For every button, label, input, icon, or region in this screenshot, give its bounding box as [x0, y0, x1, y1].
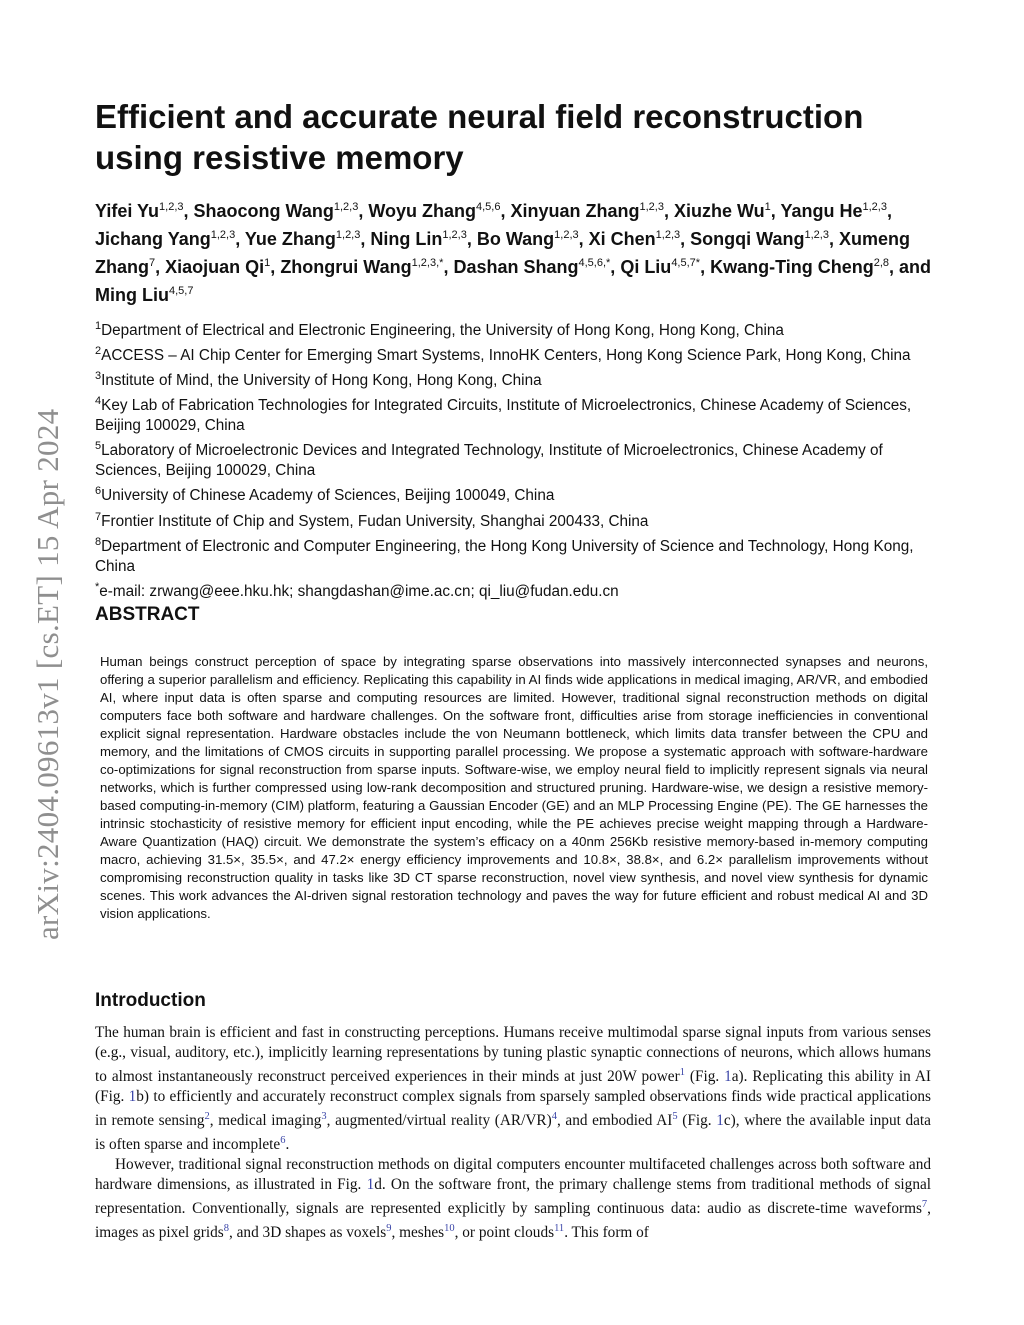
introduction-body — [95, 1023, 931, 1243]
author: Ming Liu$^{4,5,7}$ — [95, 285, 194, 305]
author: Woyu Zhang$^{4,5,6}$ — [368, 201, 501, 221]
citation-link[interactable]: 2 — [204, 1111, 210, 1123]
author: Qi Liu$^{4,5,7*}$ — [620, 257, 701, 277]
figure-link[interactable]: 1 — [716, 1112, 724, 1130]
contact-email: *e-mail: zrwang@eee.hku.hk; shangdashan@ime.ac.cn; qi_liu@fudan.edu.cn — [95, 580, 619, 600]
citation-link[interactable]: 6 — [280, 1135, 286, 1147]
affiliation: $^6$University of Chinese Academy of Sciences, Beijing 100049, China — [95, 485, 555, 505]
citation-link[interactable]: 3 — [321, 1111, 327, 1123]
citation-link[interactable]: 1 — [679, 1067, 685, 1078]
arxiv-side-stamp: arXiv:2404.09613v1 [cs.ET] 15 Apr 2024 — [30, 408, 65, 940]
citation-link[interactable]: 5 — [672, 1111, 678, 1123]
author: Yangu He$^{1,2,3}$ — [780, 201, 887, 221]
affiliation: $^3$Institute of Mind, the University of Hong Kong, Hong Kong, China — [95, 370, 542, 390]
citation-link[interactable]: 7 — [921, 1199, 928, 1211]
abstract-heading: ABSTRACT — [95, 604, 200, 625]
author: Xumeng Zhang$^7$ — [95, 229, 910, 277]
author: Bo Wang$^{1,2,3}$ — [476, 229, 579, 249]
figure-link[interactable]: 1 — [128, 1088, 137, 1106]
author: Yue Zhang$^{1,2,3}$ — [244, 229, 361, 249]
author-list: Yifei Yu$^{1,2,3}$, Shaocong Wang$^{1,2,3}$, Woyu Zhang$^{4,5,6}$, Xinyuan Zhang$^{1,2,3}$, Xiuzhe Wu$^1$, Yangu He$^{1,2,3}$, Jichang Yang$^{1,2,3}$, Yue Zhang$^{1,2,3}$, Ning Lin$^{1,2,3}$, Bo Wang$^{1,2,3}$, Xi Chen$^{1,2,3}$, Songqi Wang$^{1,2,3}$, Xumeng Zhang$^7$, Xiaojuan Qi$^1$, Zhongrui Wang$^{1,2,3,*}$, Dashan Shang$^{4,5,6,*}$, Qi Liu$^{4,5,7*}$, Kwang-Ting Cheng$^{2,8}$, and Ming Liu$^{4,5,7}$ — [95, 201, 932, 305]
introduction-heading: Introduction — [95, 990, 206, 1011]
citation-link[interactable]: 11 — [554, 1223, 565, 1235]
affiliation: $^5$Laboratory of Microelectronic Devices and Integrated Technology, Institute of Microelectronics, Chinese Academy of Sciences, Beijing 100029, China — [95, 440, 883, 480]
author: Xiaojuan Qi$^1$ — [165, 257, 271, 277]
author: Zhongrui Wang$^{1,2,3,*}$ — [280, 257, 444, 277]
citation-link[interactable]: 10 — [444, 1223, 455, 1235]
author: Dashan Shang$^{4,5,6,*}$ — [453, 257, 611, 277]
author: Yifei Yu$^{1,2,3}$ — [95, 201, 184, 221]
affiliation: $^1$Department of Electrical and Electronic Engineering, the University of Hong Kong, Hong Kong, China — [95, 320, 784, 340]
paper-title: Efficient and accurate neural field reconstruction using resistive memory — [95, 98, 864, 176]
author: Xi Chen$^{1,2,3}$ — [588, 229, 681, 249]
affiliation: $^4$Key Lab of Fabrication Technologies for Integrated Circuits, Institute of Microelectronics, Chinese Academy of Sciences, Beijing 100029, China — [95, 395, 912, 435]
intro-paragraph: The human brain is efficient and fast in constructing perceptions. Humans receive multimodal sparse signal inputs from various senses (e.g., visual, auditory, etc.), implicitly learning representations by tuning plastic synaptic connections of neurons, which allows humans to almost instantaneously reconstruct perceived experiences in their minds at just 20W power$^1$ (Fig. 1a). Replicating this ability in AI (Fig. 1b) to efficiently and accurately reconstruct complex signals from sparsely sampled observations finds wide practical applications in remote sensing$^2$, medical imaging$^3$, augmented/virtual reality (AR/VR)$^4$, and embodied AI$^5$ (Fig. 1c), where the available input data is often sparse and incomplete$^6$. — [95, 1024, 931, 1154]
affiliation: $^2$ACCESS – AI Chip Center for Emerging Smart Systems, InnoHK Centers, Hong Kong Science Park, Hong Kong, China — [95, 345, 911, 365]
author: Ning Lin$^{1,2,3}$ — [370, 229, 467, 249]
citation-link[interactable]: 4 — [551, 1111, 557, 1123]
author: Xiuzhe Wu$^1$ — [673, 201, 771, 221]
figure-link[interactable]: 1 — [366, 1176, 375, 1194]
citation-link[interactable]: 9 — [386, 1223, 392, 1235]
affiliation: $^8$Department of Electronic and Computer Engineering, the Hong Kong University of Science and Technology, Hong Kong, China — [95, 535, 914, 575]
intro-paragraph: However, traditional signal reconstruction methods on digital computers encounter multifaceted challenges across both software and hardware dimensions, as illustrated in Fig. 1d. On the software front, the primary challenge stems from traditional methods of signal representation. Conventionally, signals are represented explicitly by sampling continuous data: audio as discrete-time waveforms$^7$, images as pixel grids$^8$, and 3D shapes as voxels$^9$, meshes$^{10}$, or point clouds$^{11}$. This form of — [95, 1156, 932, 1242]
affiliation-list — [95, 316, 940, 602]
author: Xinyuan Zhang$^{1,2,3}$ — [510, 201, 664, 221]
abstract-text: Human beings construct perception of space by integrating sparse observations into massively interconnected synapses and neurons, offering a superior parallelism and efficiency. Replicating this capability in AI finds wide applications in medical imaging, AR/VR, and embodied AI, where input data is often sparse and computing resources are limited. However, traditional signal reconstruction methods on digital computers face both software and hardware challenges. On the software front, difficulties arise from storage inefficiencies in conventional explicit signal representation. Hardware obstacles include the von Neumann bottleneck, which limits data transfer between the CPU and memory, and the limitations of CMOS circuits in supporting parallel processing. We propose a systematic approach with software-hardware co-optimizations for signal reconstruction from sparse inputs. Software-wise, we employ neural field to implicitly represent signals via neural networks, which is further compressed using low-rank decomposition and structured pruning. Hardware-wise, we design a resistive memory-based computing-in-memory (CIM) platform, featuring a Gaussian Encoder (GE) and an MLP Processing Engine (PE). The GE harnesses the intrinsic stochasticity of resistive memory for efficient input encoding, while the PE achieves precise weight mapping through a Hardware-Aware Quantization (HAQ) circuit. We demonstrate the system’s efficacy on a 40nm 256Kb resistive memory-based in-memory computing macro, achieving 31.5×, 35.5×, and 47.2× energy efficiency improvements and 10.8×, 38.8×, and 6.2× parallelism improvements without compromising reconstruction quality in tasks like 3D CT sparse reconstruction, novel view synthesis, and novel view synthesis for dynamic scenes. This work advances the AI-driven signal restoration technology and paves the way for future efficient and robust medical AI and 3D vision applications. — [100, 654, 928, 921]
author: Songqi Wang$^{1,2,3}$ — [690, 229, 829, 249]
figure-link[interactable]: 1 — [724, 1068, 732, 1086]
author: Kwang-Ting Cheng$^{2,8}$ — [710, 257, 890, 277]
author: Shaocong Wang$^{1,2,3}$ — [193, 201, 359, 221]
author: Jichang Yang$^{1,2,3}$ — [95, 229, 236, 249]
affiliation: $^7$Frontier Institute of Chip and System, Fudan University, Shanghai 200433, China — [95, 510, 649, 530]
citation-link[interactable]: 8 — [223, 1223, 229, 1235]
